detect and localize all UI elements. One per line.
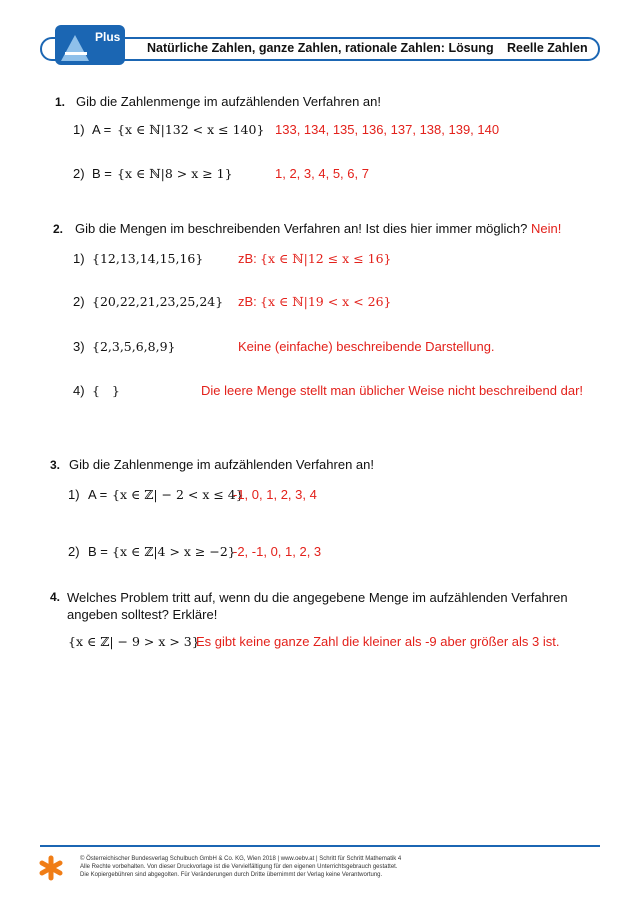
answer-prefix: zB: xyxy=(238,251,257,266)
item-prefix: B = xyxy=(88,544,108,559)
set-expression: {2,3,5,6,8,9} xyxy=(92,339,176,354)
item-label: 3) xyxy=(73,339,85,354)
footer-line: © Österreichischer Bundesverlag Schulbuch GmbH & Co. KG, Wien 2018 | www.oebv.at | Schritt für Schritt Mathematik 4 xyxy=(80,856,402,862)
answer: {x ∈ ℕ|19 < x < 26} xyxy=(260,294,392,309)
answer: 1, 2, 3, 4, 5, 6, 7 xyxy=(275,166,369,181)
set-expression: {x ∈ ℤ| − 2 < x ≤ 4} xyxy=(112,487,244,502)
item-label: 2) xyxy=(73,294,85,309)
set-expression: {12,13,14,15,16} xyxy=(92,251,204,266)
answer: {x ∈ ℕ|12 ≤ x ≤ 16} xyxy=(260,251,392,266)
task-number: 2. xyxy=(53,222,64,236)
answer: Keine (einfache) beschreibende Darstellung. xyxy=(238,339,495,354)
set-expression: { } xyxy=(92,383,120,398)
item-label: 1) xyxy=(68,487,80,502)
task-number: 3. xyxy=(50,458,61,472)
page-title: Natürliche Zahlen, ganze Zahlen, rationale Zahlen: Lösung xyxy=(147,41,494,55)
task-question: Gib die Zahlenmenge im aufzählenden Verfahren an! xyxy=(69,457,374,472)
footer-line: Alle Rechte vorbehalten. Von dieser Druckvorlage ist die Vervielfältigung für den eigenen Unterrichtsgebrauch gestattet. xyxy=(80,864,398,870)
answer-prefix: zB: xyxy=(238,294,257,309)
section-title: Reelle Zahlen xyxy=(507,41,588,55)
question-answer: Nein! xyxy=(530,221,562,236)
item-label: 2) xyxy=(68,544,80,559)
item-prefix: B = xyxy=(92,166,112,181)
footer-copyright xyxy=(80,855,401,879)
plus-logo xyxy=(55,25,125,65)
logo-text: Plus xyxy=(95,30,121,44)
set-expression: {x ∈ ℕ|8 > x ≥ 1} xyxy=(117,166,233,181)
set-expression: {x ∈ ℤ|4 > x ≥ −2} xyxy=(112,544,236,559)
item-label: 1) xyxy=(73,122,85,137)
task-question xyxy=(75,221,561,236)
answer: 133, 134, 135, 136, 137, 138, 139, 140 xyxy=(275,122,500,137)
question-line: Welches Problem tritt auf, wenn du die angegebene Menge im aufzählenden Verfahren xyxy=(67,590,568,605)
task-question xyxy=(67,589,568,623)
item-prefix: A = xyxy=(92,122,112,137)
footer-divider xyxy=(40,845,600,847)
set-expression: {x ∈ ℕ|132 < x ≤ 140} xyxy=(117,122,265,137)
item-label: 4) xyxy=(73,383,85,398)
set-expression: {x ∈ ℤ| − 9 > x > 3} xyxy=(68,634,200,649)
item-label: 2) xyxy=(73,166,85,181)
asterisk-logo-icon xyxy=(38,855,64,881)
answer: -2, -1, 0, 1, 2, 3 xyxy=(233,544,322,559)
item-prefix: A = xyxy=(88,487,108,502)
question-line: angeben solltest? Erkläre! xyxy=(67,607,218,622)
item-label: 1) xyxy=(73,251,85,266)
task-number: 4. xyxy=(50,590,61,604)
answer: Die leere Menge stellt man üblicher Weise nicht beschreibend dar! xyxy=(201,383,584,398)
footer-line: Die Kopiergebühren sind abgegolten. Für Veränderungen durch Dritte übernimmt der Verlag keine Verantwortung. xyxy=(80,872,383,878)
set-expression: {20,22,21,23,25,24} xyxy=(92,294,224,309)
task-number: 1. xyxy=(55,95,66,109)
task-question: Gib die Zahlenmenge im aufzählenden Verfahren an! xyxy=(76,94,381,109)
answer: -1, 0, 1, 2, 3, 4 xyxy=(233,487,317,502)
answer: Es gibt keine ganze Zahl die kleiner als -9 aber größer als 3 ist. xyxy=(196,634,560,649)
question-text: Gib die Mengen im beschreibenden Verfahren an! Ist dies hier immer möglich? xyxy=(75,221,528,236)
